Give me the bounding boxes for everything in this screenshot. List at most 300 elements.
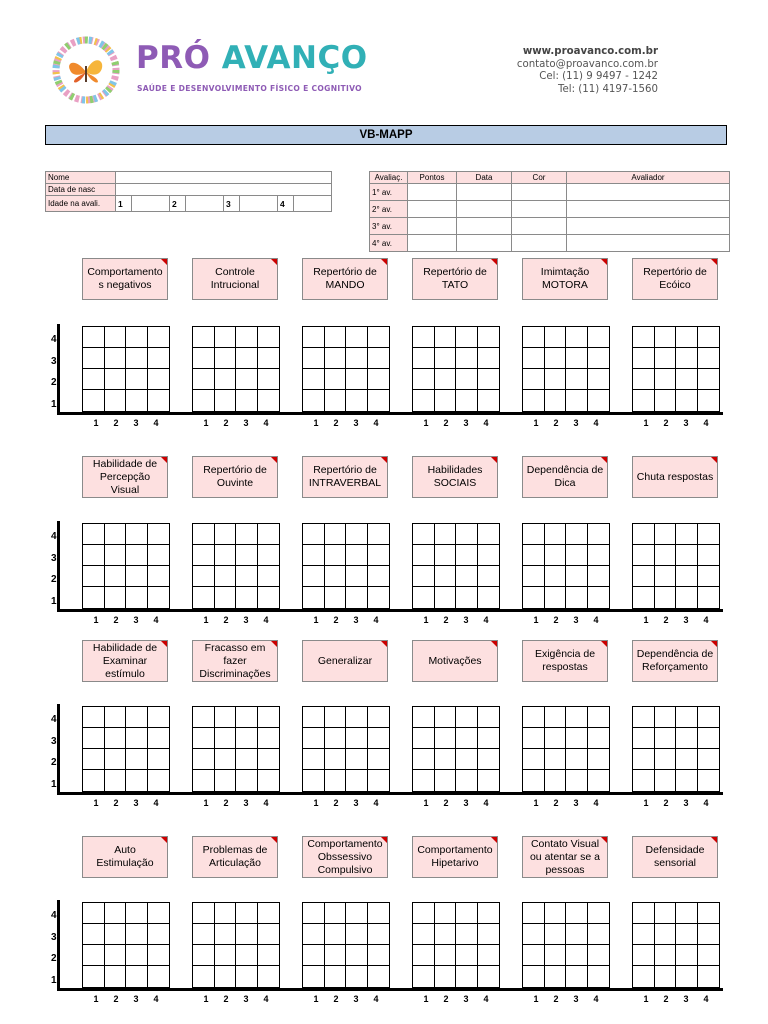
score-cell[interactable]: [325, 707, 347, 728]
score-cell[interactable]: [698, 566, 720, 587]
score-cell[interactable]: [655, 903, 677, 924]
eval-cell[interactable]: [567, 184, 730, 201]
score-cell[interactable]: [236, 749, 258, 770]
score-cell[interactable]: [193, 369, 215, 390]
score-cell[interactable]: [456, 545, 478, 566]
score-cell[interactable]: [148, 369, 170, 390]
score-cell[interactable]: [698, 903, 720, 924]
score-cell[interactable]: [413, 587, 435, 608]
score-cell[interactable]: [435, 924, 457, 945]
score-cell[interactable]: [303, 545, 325, 566]
score-cell[interactable]: [478, 327, 500, 348]
eval-cell[interactable]: [512, 201, 567, 218]
score-cell[interactable]: [126, 327, 148, 348]
score-cell[interactable]: [105, 587, 127, 608]
score-cell[interactable]: [545, 587, 567, 608]
score-cell[interactable]: [258, 749, 280, 770]
score-cell[interactable]: [698, 369, 720, 390]
score-cell[interactable]: [368, 348, 390, 369]
score-cell[interactable]: [633, 566, 655, 587]
score-cell[interactable]: [368, 749, 390, 770]
score-cell[interactable]: [258, 390, 280, 411]
eval-cell[interactable]: [457, 201, 512, 218]
score-cell[interactable]: [523, 903, 545, 924]
score-cell[interactable]: [325, 749, 347, 770]
score-cell[interactable]: [435, 770, 457, 791]
score-cell[interactable]: [698, 327, 720, 348]
score-cell[interactable]: [236, 390, 258, 411]
score-cell[interactable]: [566, 749, 588, 770]
score-cell[interactable]: [698, 348, 720, 369]
score-cell[interactable]: [346, 327, 368, 348]
score-cell[interactable]: [633, 327, 655, 348]
score-cell[interactable]: [215, 903, 237, 924]
eval-cell[interactable]: [512, 218, 567, 235]
score-cell[interactable]: [588, 369, 610, 390]
score-cell[interactable]: [566, 770, 588, 791]
score-cell[interactable]: [346, 966, 368, 987]
score-cell[interactable]: [588, 587, 610, 608]
score-cell[interactable]: [346, 369, 368, 390]
score-cell[interactable]: [126, 728, 148, 749]
score-cell[interactable]: [368, 545, 390, 566]
score-cell[interactable]: [215, 566, 237, 587]
score-cell[interactable]: [148, 327, 170, 348]
score-cell[interactable]: [566, 545, 588, 566]
score-cell[interactable]: [126, 903, 148, 924]
score-cell[interactable]: [435, 903, 457, 924]
score-cell[interactable]: [126, 945, 148, 966]
score-cell[interactable]: [325, 348, 347, 369]
score-cell[interactable]: [193, 587, 215, 608]
score-cell[interactable]: [435, 327, 457, 348]
score-cell[interactable]: [346, 749, 368, 770]
score-cell[interactable]: [633, 966, 655, 987]
score-cell[interactable]: [698, 524, 720, 545]
score-cell[interactable]: [303, 327, 325, 348]
eval-cell[interactable]: [408, 201, 457, 218]
score-cell[interactable]: [523, 348, 545, 369]
score-cell[interactable]: [676, 924, 698, 945]
score-cell[interactable]: [83, 707, 105, 728]
score-cell[interactable]: [346, 924, 368, 945]
score-cell[interactable]: [105, 728, 127, 749]
score-cell[interactable]: [523, 945, 545, 966]
score-cell[interactable]: [258, 966, 280, 987]
score-cell[interactable]: [83, 369, 105, 390]
score-cell[interactable]: [413, 566, 435, 587]
score-cell[interactable]: [588, 348, 610, 369]
score-cell[interactable]: [523, 707, 545, 728]
score-cell[interactable]: [545, 390, 567, 411]
score-cell[interactable]: [126, 369, 148, 390]
score-cell[interactable]: [698, 749, 720, 770]
score-cell[interactable]: [368, 945, 390, 966]
score-cell[interactable]: [126, 749, 148, 770]
score-cell[interactable]: [346, 945, 368, 966]
score-cell[interactable]: [148, 390, 170, 411]
score-cell[interactable]: [435, 369, 457, 390]
score-cell[interactable]: [215, 369, 237, 390]
score-cell[interactable]: [368, 369, 390, 390]
score-cell[interactable]: [655, 566, 677, 587]
score-cell[interactable]: [523, 327, 545, 348]
score-cell[interactable]: [523, 728, 545, 749]
score-cell[interactable]: [566, 327, 588, 348]
score-cell[interactable]: [368, 966, 390, 987]
score-cell[interactable]: [413, 728, 435, 749]
score-cell[interactable]: [566, 903, 588, 924]
score-cell[interactable]: [148, 728, 170, 749]
score-cell[interactable]: [633, 728, 655, 749]
score-cell[interactable]: [413, 903, 435, 924]
score-cell[interactable]: [83, 327, 105, 348]
score-cell[interactable]: [258, 770, 280, 791]
score-cell[interactable]: [413, 327, 435, 348]
score-cell[interactable]: [303, 924, 325, 945]
score-cell[interactable]: [698, 587, 720, 608]
score-cell[interactable]: [215, 327, 237, 348]
score-cell[interactable]: [456, 327, 478, 348]
score-cell[interactable]: [258, 566, 280, 587]
score-cell[interactable]: [346, 587, 368, 608]
score-cell[interactable]: [83, 524, 105, 545]
score-cell[interactable]: [633, 945, 655, 966]
score-cell[interactable]: [193, 966, 215, 987]
score-cell[interactable]: [303, 749, 325, 770]
score-cell[interactable]: [215, 707, 237, 728]
score-cell[interactable]: [588, 770, 610, 791]
score-cell[interactable]: [523, 390, 545, 411]
score-cell[interactable]: [236, 587, 258, 608]
score-cell[interactable]: [456, 945, 478, 966]
score-cell[interactable]: [676, 903, 698, 924]
score-cell[interactable]: [478, 524, 500, 545]
score-cell[interactable]: [193, 707, 215, 728]
score-cell[interactable]: [545, 770, 567, 791]
score-cell[interactable]: [258, 728, 280, 749]
score-cell[interactable]: [258, 587, 280, 608]
score-cell[interactable]: [456, 524, 478, 545]
score-cell[interactable]: [258, 924, 280, 945]
score-cell[interactable]: [655, 770, 677, 791]
score-cell[interactable]: [633, 924, 655, 945]
score-cell[interactable]: [676, 587, 698, 608]
score-cell[interactable]: [148, 924, 170, 945]
score-cell[interactable]: [368, 390, 390, 411]
score-cell[interactable]: [236, 903, 258, 924]
score-cell[interactable]: [83, 945, 105, 966]
score-cell[interactable]: [523, 770, 545, 791]
score-cell[interactable]: [676, 390, 698, 411]
score-cell[interactable]: [303, 707, 325, 728]
score-cell[interactable]: [545, 966, 567, 987]
score-cell[interactable]: [456, 903, 478, 924]
score-cell[interactable]: [413, 390, 435, 411]
score-cell[interactable]: [566, 369, 588, 390]
score-cell[interactable]: [193, 524, 215, 545]
score-cell[interactable]: [126, 390, 148, 411]
score-cell[interactable]: [435, 348, 457, 369]
score-cell[interactable]: [633, 749, 655, 770]
score-cell[interactable]: [83, 966, 105, 987]
score-cell[interactable]: [413, 749, 435, 770]
score-cell[interactable]: [698, 390, 720, 411]
score-cell[interactable]: [303, 728, 325, 749]
score-cell[interactable]: [435, 524, 457, 545]
score-cell[interactable]: [215, 770, 237, 791]
score-cell[interactable]: [346, 903, 368, 924]
score-cell[interactable]: [545, 728, 567, 749]
eval-cell[interactable]: [567, 235, 730, 252]
score-cell[interactable]: [523, 566, 545, 587]
score-cell[interactable]: [676, 728, 698, 749]
score-cell[interactable]: [435, 545, 457, 566]
score-cell[interactable]: [566, 945, 588, 966]
score-cell[interactable]: [215, 545, 237, 566]
score-cell[interactable]: [193, 390, 215, 411]
score-cell[interactable]: [368, 524, 390, 545]
score-cell[interactable]: [126, 966, 148, 987]
score-cell[interactable]: [148, 966, 170, 987]
idade-field-3[interactable]: [240, 196, 278, 212]
score-cell[interactable]: [126, 566, 148, 587]
score-cell[interactable]: [126, 770, 148, 791]
score-cell[interactable]: [258, 369, 280, 390]
score-cell[interactable]: [258, 707, 280, 728]
score-cell[interactable]: [303, 945, 325, 966]
score-cell[interactable]: [368, 566, 390, 587]
score-cell[interactable]: [325, 945, 347, 966]
score-cell[interactable]: [105, 566, 127, 587]
score-cell[interactable]: [105, 903, 127, 924]
score-cell[interactable]: [588, 327, 610, 348]
score-cell[interactable]: [435, 966, 457, 987]
score-cell[interactable]: [435, 945, 457, 966]
score-cell[interactable]: [566, 524, 588, 545]
score-cell[interactable]: [456, 966, 478, 987]
score-cell[interactable]: [655, 924, 677, 945]
score-cell[interactable]: [346, 524, 368, 545]
score-cell[interactable]: [588, 728, 610, 749]
score-cell[interactable]: [236, 770, 258, 791]
score-cell[interactable]: [126, 545, 148, 566]
score-cell[interactable]: [105, 348, 127, 369]
eval-cell[interactable]: [567, 201, 730, 218]
score-cell[interactable]: [83, 728, 105, 749]
score-cell[interactable]: [655, 327, 677, 348]
score-cell[interactable]: [478, 707, 500, 728]
score-cell[interactable]: [83, 348, 105, 369]
score-cell[interactable]: [698, 545, 720, 566]
score-cell[interactable]: [478, 348, 500, 369]
score-cell[interactable]: [545, 749, 567, 770]
score-cell[interactable]: [303, 587, 325, 608]
idade-field-4[interactable]: [294, 196, 332, 212]
score-cell[interactable]: [258, 348, 280, 369]
score-cell[interactable]: [698, 770, 720, 791]
score-cell[interactable]: [655, 945, 677, 966]
score-cell[interactable]: [566, 966, 588, 987]
score-cell[interactable]: [83, 770, 105, 791]
score-cell[interactable]: [655, 348, 677, 369]
score-cell[interactable]: [303, 903, 325, 924]
score-cell[interactable]: [698, 966, 720, 987]
score-cell[interactable]: [236, 348, 258, 369]
score-cell[interactable]: [368, 728, 390, 749]
score-cell[interactable]: [588, 707, 610, 728]
score-cell[interactable]: [588, 566, 610, 587]
score-cell[interactable]: [258, 524, 280, 545]
score-cell[interactable]: [148, 545, 170, 566]
score-cell[interactable]: [456, 390, 478, 411]
score-cell[interactable]: [676, 545, 698, 566]
score-cell[interactable]: [478, 545, 500, 566]
score-cell[interactable]: [325, 566, 347, 587]
score-cell[interactable]: [413, 348, 435, 369]
score-cell[interactable]: [545, 924, 567, 945]
score-cell[interactable]: [698, 945, 720, 966]
score-cell[interactable]: [545, 566, 567, 587]
score-cell[interactable]: [193, 903, 215, 924]
score-cell[interactable]: [655, 524, 677, 545]
score-cell[interactable]: [413, 524, 435, 545]
score-cell[interactable]: [435, 587, 457, 608]
score-cell[interactable]: [698, 924, 720, 945]
score-cell[interactable]: [193, 749, 215, 770]
score-cell[interactable]: [633, 587, 655, 608]
nasc-field[interactable]: [116, 184, 332, 196]
score-cell[interactable]: [215, 587, 237, 608]
score-cell[interactable]: [105, 369, 127, 390]
score-cell[interactable]: [655, 587, 677, 608]
score-cell[interactable]: [456, 707, 478, 728]
score-cell[interactable]: [566, 924, 588, 945]
score-cell[interactable]: [478, 924, 500, 945]
score-cell[interactable]: [325, 390, 347, 411]
score-cell[interactable]: [523, 369, 545, 390]
score-cell[interactable]: [368, 903, 390, 924]
score-cell[interactable]: [193, 770, 215, 791]
score-cell[interactable]: [435, 707, 457, 728]
score-cell[interactable]: [148, 566, 170, 587]
score-cell[interactable]: [523, 524, 545, 545]
idade-field-1[interactable]: [132, 196, 170, 212]
score-cell[interactable]: [588, 524, 610, 545]
score-cell[interactable]: [325, 924, 347, 945]
score-cell[interactable]: [676, 524, 698, 545]
eval-cell[interactable]: [408, 235, 457, 252]
score-cell[interactable]: [633, 903, 655, 924]
score-cell[interactable]: [676, 749, 698, 770]
score-cell[interactable]: [655, 707, 677, 728]
score-cell[interactable]: [655, 749, 677, 770]
score-cell[interactable]: [545, 707, 567, 728]
score-cell[interactable]: [325, 545, 347, 566]
score-cell[interactable]: [588, 390, 610, 411]
score-cell[interactable]: [193, 945, 215, 966]
score-cell[interactable]: [566, 728, 588, 749]
score-cell[interactable]: [413, 924, 435, 945]
score-cell[interactable]: [523, 545, 545, 566]
score-cell[interactable]: [676, 369, 698, 390]
score-cell[interactable]: [148, 903, 170, 924]
score-cell[interactable]: [633, 770, 655, 791]
score-cell[interactable]: [588, 749, 610, 770]
score-cell[interactable]: [523, 966, 545, 987]
score-cell[interactable]: [105, 707, 127, 728]
score-cell[interactable]: [236, 728, 258, 749]
score-cell[interactable]: [456, 587, 478, 608]
score-cell[interactable]: [545, 348, 567, 369]
score-cell[interactable]: [303, 770, 325, 791]
score-cell[interactable]: [346, 707, 368, 728]
score-cell[interactable]: [236, 945, 258, 966]
score-cell[interactable]: [83, 924, 105, 945]
score-cell[interactable]: [676, 348, 698, 369]
score-cell[interactable]: [126, 707, 148, 728]
score-cell[interactable]: [435, 566, 457, 587]
score-cell[interactable]: [148, 749, 170, 770]
eval-cell[interactable]: [408, 184, 457, 201]
score-cell[interactable]: [545, 903, 567, 924]
score-cell[interactable]: [676, 566, 698, 587]
score-cell[interactable]: [303, 348, 325, 369]
score-cell[interactable]: [456, 566, 478, 587]
score-cell[interactable]: [193, 327, 215, 348]
score-cell[interactable]: [325, 587, 347, 608]
score-cell[interactable]: [588, 966, 610, 987]
score-cell[interactable]: [215, 966, 237, 987]
score-cell[interactable]: [545, 369, 567, 390]
score-cell[interactable]: [215, 524, 237, 545]
score-cell[interactable]: [633, 369, 655, 390]
score-cell[interactable]: [566, 348, 588, 369]
score-cell[interactable]: [676, 966, 698, 987]
score-cell[interactable]: [478, 369, 500, 390]
score-cell[interactable]: [368, 707, 390, 728]
score-cell[interactable]: [456, 749, 478, 770]
score-cell[interactable]: [215, 945, 237, 966]
score-cell[interactable]: [236, 327, 258, 348]
score-cell[interactable]: [215, 749, 237, 770]
score-cell[interactable]: [676, 945, 698, 966]
score-cell[interactable]: [303, 369, 325, 390]
score-cell[interactable]: [435, 749, 457, 770]
score-cell[interactable]: [215, 390, 237, 411]
score-cell[interactable]: [325, 903, 347, 924]
score-cell[interactable]: [258, 903, 280, 924]
score-cell[interactable]: [83, 545, 105, 566]
score-cell[interactable]: [325, 728, 347, 749]
score-cell[interactable]: [633, 348, 655, 369]
score-cell[interactable]: [478, 966, 500, 987]
score-cell[interactable]: [258, 327, 280, 348]
score-cell[interactable]: [633, 524, 655, 545]
score-cell[interactable]: [105, 390, 127, 411]
score-cell[interactable]: [236, 566, 258, 587]
score-cell[interactable]: [523, 749, 545, 770]
score-cell[interactable]: [325, 770, 347, 791]
score-cell[interactable]: [456, 924, 478, 945]
score-cell[interactable]: [236, 369, 258, 390]
score-cell[interactable]: [698, 707, 720, 728]
score-cell[interactable]: [83, 566, 105, 587]
score-cell[interactable]: [105, 966, 127, 987]
score-cell[interactable]: [655, 369, 677, 390]
score-cell[interactable]: [105, 924, 127, 945]
score-cell[interactable]: [478, 749, 500, 770]
